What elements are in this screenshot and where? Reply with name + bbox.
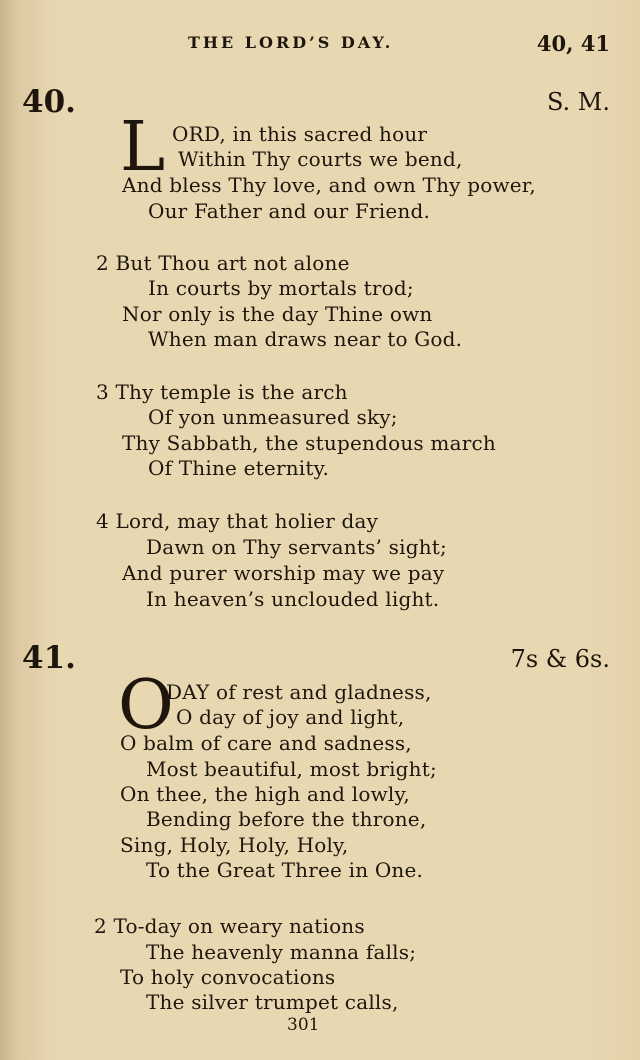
hymn-41-line-10: The heavenly manna falls; bbox=[146, 940, 417, 964]
hymn-41-line-4: Most beautiful, most bright; bbox=[146, 757, 437, 781]
running-title: THE LORD’S DAY. bbox=[188, 33, 394, 52]
hymn-41-meter: 7s & 6s. bbox=[510, 645, 610, 673]
hymn-40-line-6: In courts by mortals trod; bbox=[148, 276, 414, 300]
hymn-41-line-2: O day of joy and light, bbox=[176, 705, 405, 729]
hymn-41-line-8: To the Great Three in One. bbox=[146, 858, 424, 882]
hymn-40-line-7: Nor only is the day Thine own bbox=[122, 302, 433, 326]
hymn-40-line-4: Our Father and our Friend. bbox=[148, 199, 431, 223]
hymn-41-line-3: O balm of care and sadness, bbox=[120, 731, 412, 755]
hymn-40-line-15: And purer worship may we pay bbox=[122, 561, 445, 585]
hymn-41-line-11: To holy convocations bbox=[120, 965, 336, 989]
hymn-41-line-12: The silver trumpet calls, bbox=[146, 990, 399, 1014]
hymn-40-line-1: ORD, in this sacred hour bbox=[172, 122, 428, 146]
hymn-40-line-8: When man draws near to God. bbox=[148, 327, 463, 351]
hymn-40-line-14: Dawn on Thy servants’ sight; bbox=[146, 535, 447, 559]
hymn-40-line-3: And bless Thy love, and own Thy power, bbox=[122, 173, 536, 197]
hymn-40-number: 40. bbox=[22, 84, 76, 120]
hymn-41-line-1: DAY of rest and gladness, bbox=[166, 680, 432, 704]
hymn-41-line-5: On thee, the high and lowly, bbox=[120, 782, 410, 806]
hymn-40-line-5: 2 But Thou art not alone bbox=[96, 251, 350, 275]
hymn-40-meter: S. M. bbox=[546, 88, 610, 116]
hymn-40-dropcap: L bbox=[120, 108, 166, 187]
hymn-41-line-9: 2 To-day on weary nations bbox=[94, 914, 365, 938]
page-number: 301 bbox=[287, 1015, 320, 1035]
hymn-40-line-10: Of yon unmeasured sky; bbox=[148, 405, 398, 429]
page-range: 40, 41 bbox=[536, 31, 610, 56]
hymn-40-line-11: Thy Sabbath, the stupendous march bbox=[122, 431, 496, 455]
hymn-41-line-6: Bending before the throne, bbox=[146, 807, 427, 831]
hymn-40-line-12: Of Thine eternity. bbox=[148, 456, 330, 480]
hymn-41-dropcap: O bbox=[118, 666, 174, 745]
hymn-40-line-16: In heaven’s unclouded light. bbox=[146, 587, 440, 611]
hymn-40-line-9: 3 Thy temple is the arch bbox=[96, 380, 348, 404]
hymn-41-line-7: Sing, Holy, Holy, Holy, bbox=[120, 833, 349, 857]
hymn-40-line-13: 4 Lord, may that holier day bbox=[96, 509, 379, 533]
hymn-40-line-2: Within Thy courts we bend, bbox=[178, 147, 463, 171]
hymn-41-number: 41. bbox=[22, 640, 76, 676]
